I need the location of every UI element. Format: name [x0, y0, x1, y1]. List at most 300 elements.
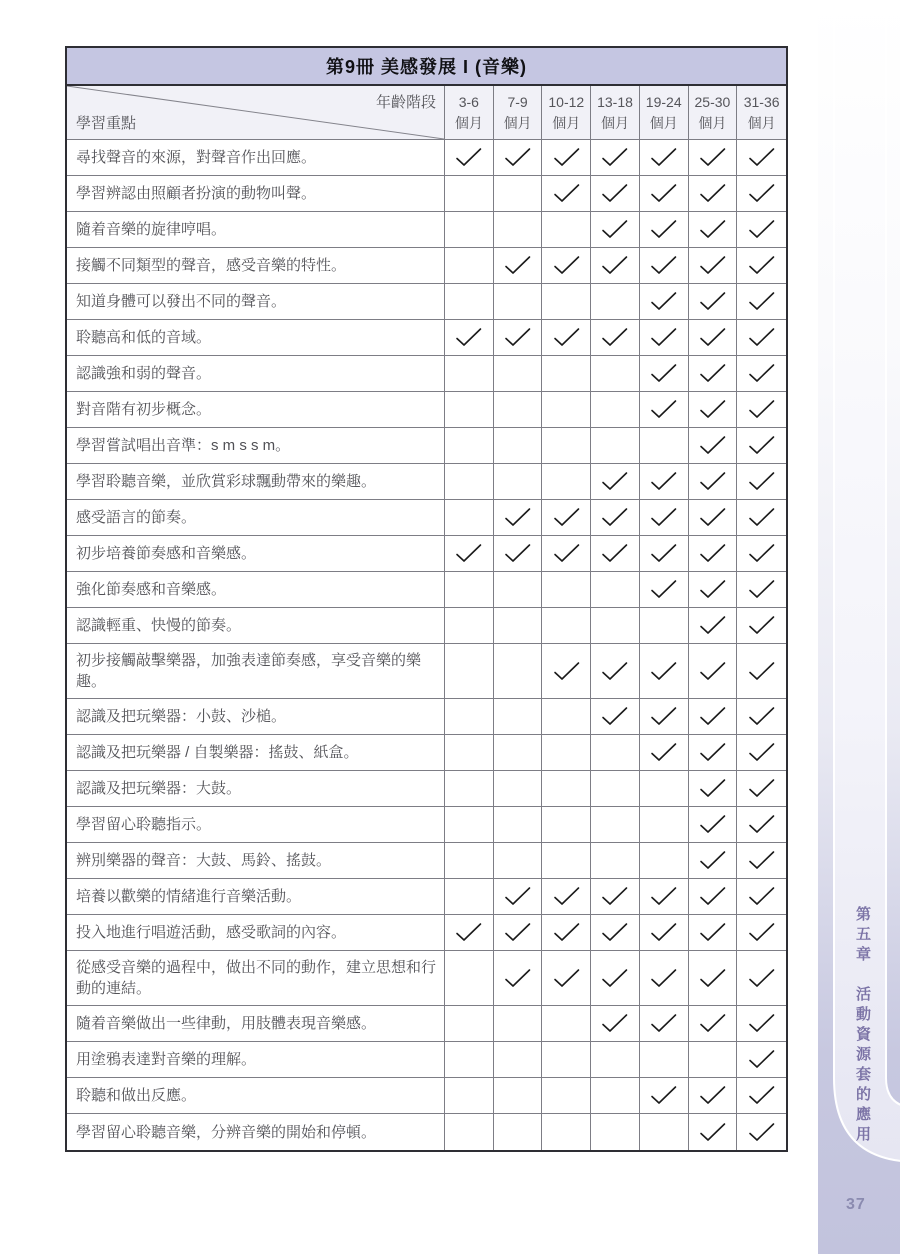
- table-row: [67, 807, 786, 843]
- row-label: 用塗鴉表達對音樂的理解。: [67, 1042, 445, 1077]
- check-icon: [648, 660, 679, 683]
- check-cell-empty: [494, 608, 543, 643]
- check-icon: [697, 542, 728, 565]
- check-cell-checked: [689, 212, 738, 247]
- check-cell-checked: [737, 536, 786, 571]
- check-cell-checked: [640, 392, 689, 427]
- check-cell-checked: [737, 356, 786, 391]
- check-cell-checked: [737, 879, 786, 914]
- check-cell-empty: [445, 1006, 494, 1041]
- check-cell-empty: [640, 1114, 689, 1150]
- check-cell-checked: [737, 608, 786, 643]
- check-cell-checked: [640, 464, 689, 499]
- check-icon: [746, 777, 777, 800]
- check-cell-checked: [640, 320, 689, 355]
- check-cell-checked: [737, 1042, 786, 1077]
- check-icon: [746, 398, 777, 421]
- check-cell-checked: [640, 248, 689, 283]
- check-cell-checked: [640, 536, 689, 571]
- check-cell-empty: [494, 356, 543, 391]
- age-range: 3-6: [458, 94, 479, 111]
- check-cell-empty: [445, 572, 494, 607]
- check-icon: [648, 290, 679, 313]
- check-cell-empty: [542, 392, 591, 427]
- check-cell-checked: [737, 320, 786, 355]
- curriculum-table: [65, 46, 788, 1152]
- check-icon: [697, 1084, 728, 1107]
- check-icon: [551, 885, 582, 908]
- check-icon: [551, 182, 582, 205]
- age-unit: 個月: [454, 114, 483, 131]
- table-row: [67, 500, 786, 536]
- check-cell-checked: [689, 248, 738, 283]
- check-cell-empty: [445, 356, 494, 391]
- check-cell-checked: [737, 248, 786, 283]
- check-cell-checked: [640, 951, 689, 1005]
- check-cell-empty: [445, 428, 494, 463]
- check-cell-checked: [542, 951, 591, 1005]
- check-cell-empty: [494, 735, 543, 770]
- check-icon: [746, 885, 777, 908]
- age-stage-header: 年齡階段: [375, 94, 436, 111]
- row-label: 對音階有初步概念。: [67, 392, 445, 427]
- row-label: 隨着音樂做出一些律動，用肢體表現音樂感。: [67, 1006, 445, 1041]
- check-icon: [599, 470, 630, 493]
- check-cell-empty: [445, 951, 494, 1005]
- check-cell-checked: [689, 879, 738, 914]
- check-cell-checked: [640, 915, 689, 950]
- check-cell-empty: [445, 1114, 494, 1150]
- check-icon: [599, 506, 630, 529]
- check-icon: [697, 434, 728, 457]
- check-icon: [746, 290, 777, 313]
- age-column-header: [640, 86, 689, 139]
- check-cell-empty: [542, 1042, 591, 1077]
- check-cell-empty: [542, 212, 591, 247]
- check-icon: [746, 182, 777, 205]
- check-icon: [697, 1012, 728, 1035]
- row-label: 初步接觸敲擊樂器，加強表達節奏感，享受音樂的樂趣。: [67, 644, 445, 698]
- check-cell-empty: [445, 843, 494, 878]
- check-cell-checked: [591, 699, 640, 734]
- check-cell-empty: [591, 771, 640, 806]
- check-icon: [746, 849, 777, 872]
- check-icon: [599, 218, 630, 241]
- row-label: 尋找聲音的來源，對聲音作出回應。: [67, 140, 445, 175]
- row-label: 聆聽高和低的音域。: [67, 320, 445, 355]
- check-cell-checked: [494, 248, 543, 283]
- check-icon: [697, 660, 728, 683]
- check-cell-empty: [591, 608, 640, 643]
- check-cell-checked: [542, 248, 591, 283]
- check-icon: [697, 849, 728, 872]
- check-icon: [502, 254, 533, 277]
- check-cell-checked: [591, 915, 640, 950]
- check-cell-empty: [494, 699, 543, 734]
- age-column-header: [445, 86, 494, 139]
- check-cell-checked: [591, 644, 640, 698]
- table-row: [67, 248, 786, 284]
- check-icon: [648, 885, 679, 908]
- check-cell-empty: [445, 1078, 494, 1113]
- check-cell-empty: [591, 356, 640, 391]
- check-cell-empty: [445, 771, 494, 806]
- check-cell-empty: [445, 807, 494, 842]
- check-icon: [551, 921, 582, 944]
- check-icon: [648, 398, 679, 421]
- check-icon: [697, 290, 728, 313]
- check-icon: [697, 705, 728, 728]
- age-column-header: [737, 86, 786, 139]
- row-label: 認識及把玩樂器：小鼓、沙槌。: [67, 699, 445, 734]
- check-cell-checked: [737, 176, 786, 211]
- check-cell-checked: [689, 392, 738, 427]
- check-cell-checked: [689, 536, 738, 571]
- age-range: 19-24: [645, 94, 682, 111]
- check-icon: [697, 506, 728, 529]
- check-icon: [599, 182, 630, 205]
- check-cell-checked: [445, 536, 494, 571]
- check-icon: [746, 470, 777, 493]
- row-label: 學習留心聆聽指示。: [67, 807, 445, 842]
- table-row: [67, 735, 786, 771]
- age-column-header: [494, 86, 543, 139]
- check-icon: [746, 705, 777, 728]
- check-cell-empty: [494, 176, 543, 211]
- row-label: 培養以歡樂的情緒進行音樂活動。: [67, 879, 445, 914]
- check-icon: [502, 967, 533, 990]
- check-cell-empty: [445, 284, 494, 319]
- age-range: 31-36: [743, 94, 780, 111]
- check-cell-checked: [640, 644, 689, 698]
- check-cell-checked: [737, 212, 786, 247]
- check-cell-checked: [542, 644, 591, 698]
- check-icon: [502, 326, 533, 349]
- check-icon: [697, 218, 728, 241]
- check-cell-checked: [689, 608, 738, 643]
- check-cell-empty: [494, 392, 543, 427]
- check-icon: [697, 967, 728, 990]
- check-cell-checked: [591, 212, 640, 247]
- check-icon: [502, 506, 533, 529]
- check-cell-checked: [737, 284, 786, 319]
- check-icon: [648, 146, 679, 169]
- check-cell-checked: [689, 771, 738, 806]
- check-icon: [599, 146, 630, 169]
- sidebar-chapter-label: 第五章: [854, 906, 871, 966]
- row-label: 認識輕重、快慢的節奏。: [67, 608, 445, 643]
- row-label: 辨別樂器的聲音：大鼓、馬鈴、搖鼓。: [67, 843, 445, 878]
- table-row: [67, 536, 786, 572]
- check-icon: [697, 921, 728, 944]
- check-icon: [599, 326, 630, 349]
- check-cell-checked: [640, 1078, 689, 1113]
- check-cell-checked: [689, 320, 738, 355]
- check-cell-checked: [640, 572, 689, 607]
- check-cell-checked: [591, 464, 640, 499]
- row-label: 強化節奏感和音樂感。: [67, 572, 445, 607]
- check-cell-empty: [591, 735, 640, 770]
- check-icon: [648, 182, 679, 205]
- check-icon: [697, 182, 728, 205]
- row-label: 接觸不同類型的聲音，感受音樂的特性。: [67, 248, 445, 283]
- row-label: 學習嘗試唱出音準：s m s s m。: [67, 428, 445, 463]
- check-cell-checked: [737, 644, 786, 698]
- check-icon: [746, 1048, 777, 1071]
- table-row: [67, 644, 786, 699]
- row-label: 聆聽和做出反應。: [67, 1078, 445, 1113]
- check-cell-checked: [689, 807, 738, 842]
- check-cell-checked: [737, 735, 786, 770]
- check-cell-checked: [494, 140, 543, 175]
- check-cell-checked: [640, 356, 689, 391]
- check-cell-empty: [494, 1006, 543, 1041]
- check-cell-empty: [542, 771, 591, 806]
- check-icon: [697, 146, 728, 169]
- check-cell-empty: [591, 1042, 640, 1077]
- check-cell-empty: [494, 1078, 543, 1113]
- row-label: 初步培養節奏感和音樂感。: [67, 536, 445, 571]
- check-cell-checked: [689, 1078, 738, 1113]
- check-cell-empty: [494, 644, 543, 698]
- table-row: [67, 915, 786, 951]
- check-cell-checked: [689, 464, 738, 499]
- age-column-header: [591, 86, 640, 139]
- check-cell-empty: [542, 356, 591, 391]
- check-cell-empty: [640, 1042, 689, 1077]
- check-icon: [746, 967, 777, 990]
- check-cell-checked: [737, 699, 786, 734]
- check-icon: [648, 741, 679, 764]
- check-icon: [746, 1012, 777, 1035]
- check-cell-checked: [689, 951, 738, 1005]
- sidebar-section-label: 活動資源套的應用: [854, 986, 871, 1146]
- check-cell-empty: [542, 1078, 591, 1113]
- check-cell-checked: [737, 807, 786, 842]
- age-unit: 個月: [649, 114, 678, 131]
- check-cell-empty: [494, 843, 543, 878]
- check-cell-checked: [737, 951, 786, 1005]
- check-cell-empty: [591, 807, 640, 842]
- check-cell-checked: [640, 140, 689, 175]
- check-cell-checked: [591, 248, 640, 283]
- check-icon: [746, 813, 777, 836]
- check-icon: [648, 254, 679, 277]
- check-cell-checked: [591, 536, 640, 571]
- check-icon: [502, 146, 533, 169]
- check-icon: [746, 1084, 777, 1107]
- table-row: [67, 771, 786, 807]
- check-icon: [697, 741, 728, 764]
- check-cell-checked: [689, 843, 738, 878]
- check-icon: [746, 578, 777, 601]
- check-cell-empty: [445, 176, 494, 211]
- check-cell-checked: [640, 176, 689, 211]
- table-row: [67, 176, 786, 212]
- check-icon: [746, 146, 777, 169]
- age-column-header: [689, 86, 738, 139]
- check-cell-checked: [542, 176, 591, 211]
- age-unit: 個月: [747, 114, 776, 131]
- table-row: [67, 140, 786, 176]
- table-row: [67, 1114, 786, 1150]
- check-cell-checked: [689, 176, 738, 211]
- check-icon: [648, 921, 679, 944]
- check-cell-checked: [689, 644, 738, 698]
- check-cell-checked: [591, 176, 640, 211]
- check-cell-checked: [737, 428, 786, 463]
- row-label: 學習留心聆聽音樂，分辨音樂的開始和停頓。: [67, 1114, 445, 1150]
- check-icon: [746, 741, 777, 764]
- check-cell-empty: [542, 284, 591, 319]
- age-unit: 個月: [600, 114, 629, 131]
- check-cell-checked: [591, 500, 640, 535]
- check-icon: [502, 921, 533, 944]
- check-cell-empty: [591, 843, 640, 878]
- check-cell-checked: [542, 140, 591, 175]
- check-cell-empty: [640, 807, 689, 842]
- check-icon: [453, 146, 484, 169]
- check-cell-empty: [494, 464, 543, 499]
- check-icon: [599, 921, 630, 944]
- check-icon: [551, 326, 582, 349]
- check-cell-checked: [737, 915, 786, 950]
- check-icon: [648, 542, 679, 565]
- check-icon: [746, 218, 777, 241]
- age-range: 13-18: [597, 94, 633, 111]
- check-cell-empty: [640, 608, 689, 643]
- row-label: 認識及把玩樂器 / 自製樂器：搖鼓、紙盒。: [67, 735, 445, 770]
- check-icon: [746, 254, 777, 277]
- check-cell-empty: [591, 1078, 640, 1113]
- check-cell-empty: [445, 500, 494, 535]
- check-cell-checked: [591, 320, 640, 355]
- check-icon: [648, 1012, 679, 1035]
- check-icon: [746, 362, 777, 385]
- check-icon: [551, 146, 582, 169]
- check-cell-checked: [737, 572, 786, 607]
- table-row: [67, 572, 786, 608]
- age-column-header: [542, 86, 591, 139]
- age-range: 25-30: [694, 94, 731, 111]
- sidebar-decoration: [818, 0, 900, 1254]
- row-label: 感受語言的節奏。: [67, 500, 445, 535]
- check-icon: [746, 921, 777, 944]
- table-row: [67, 843, 786, 879]
- check-cell-checked: [542, 500, 591, 535]
- check-cell-empty: [542, 807, 591, 842]
- check-cell-checked: [737, 843, 786, 878]
- check-icon: [453, 326, 484, 349]
- table-row: [67, 428, 786, 464]
- check-cell-empty: [542, 699, 591, 734]
- check-icon: [697, 777, 728, 800]
- check-cell-empty: [494, 572, 543, 607]
- check-cell-empty: [542, 428, 591, 463]
- check-cell-checked: [542, 879, 591, 914]
- check-cell-checked: [494, 500, 543, 535]
- check-icon: [599, 1012, 630, 1035]
- check-cell-empty: [445, 248, 494, 283]
- check-cell-checked: [640, 1006, 689, 1041]
- check-cell-checked: [542, 320, 591, 355]
- check-cell-checked: [737, 1006, 786, 1041]
- check-cell-empty: [542, 1114, 591, 1150]
- age-unit: 個月: [552, 114, 581, 131]
- check-cell-checked: [445, 915, 494, 950]
- check-cell-empty: [591, 428, 640, 463]
- check-cell-checked: [640, 879, 689, 914]
- row-label: 學習聆聽音樂，並欣賞彩球飄動帶來的樂趣。: [67, 464, 445, 499]
- check-cell-empty: [542, 572, 591, 607]
- check-icon: [746, 542, 777, 565]
- check-cell-empty: [591, 1114, 640, 1150]
- check-cell-checked: [737, 500, 786, 535]
- check-cell-checked: [689, 735, 738, 770]
- check-cell-empty: [542, 464, 591, 499]
- check-icon: [599, 254, 630, 277]
- check-cell-checked: [591, 140, 640, 175]
- check-icon: [599, 705, 630, 728]
- check-cell-checked: [689, 1114, 738, 1150]
- check-cell-empty: [640, 428, 689, 463]
- check-cell-checked: [689, 356, 738, 391]
- check-icon: [648, 1084, 679, 1107]
- check-icon: [648, 470, 679, 493]
- check-cell-empty: [494, 212, 543, 247]
- check-icon: [599, 885, 630, 908]
- check-cell-empty: [445, 879, 494, 914]
- page-number: 37: [846, 1196, 866, 1213]
- check-icon: [746, 506, 777, 529]
- check-cell-empty: [494, 428, 543, 463]
- check-cell-checked: [737, 392, 786, 427]
- check-cell-checked: [640, 500, 689, 535]
- table-row: [67, 284, 786, 320]
- check-cell-empty: [494, 284, 543, 319]
- table-row: [67, 1042, 786, 1078]
- check-icon: [551, 506, 582, 529]
- check-icon: [746, 614, 777, 637]
- check-icon: [648, 578, 679, 601]
- check-cell-empty: [445, 699, 494, 734]
- check-icon: [697, 614, 728, 637]
- check-icon: [551, 967, 582, 990]
- learning-points-header: 學習重點: [76, 115, 137, 132]
- age-unit: 個月: [698, 114, 727, 131]
- check-icon: [697, 398, 728, 421]
- check-cell-checked: [640, 284, 689, 319]
- table-row: [67, 1078, 786, 1114]
- check-cell-checked: [689, 284, 738, 319]
- check-icon: [648, 506, 679, 529]
- check-cell-checked: [542, 536, 591, 571]
- table-row: [67, 356, 786, 392]
- check-cell-checked: [542, 915, 591, 950]
- check-cell-empty: [445, 608, 494, 643]
- check-cell-empty: [494, 807, 543, 842]
- check-cell-empty: [640, 771, 689, 806]
- check-cell-checked: [689, 1006, 738, 1041]
- table-row: [67, 1006, 786, 1042]
- check-cell-checked: [689, 500, 738, 535]
- check-cell-empty: [445, 1042, 494, 1077]
- check-icon: [746, 660, 777, 683]
- check-cell-empty: [542, 735, 591, 770]
- row-label: 投入地進行唱遊活動，感受歌詞的內容。: [67, 915, 445, 950]
- check-cell-checked: [640, 212, 689, 247]
- check-icon: [697, 254, 728, 277]
